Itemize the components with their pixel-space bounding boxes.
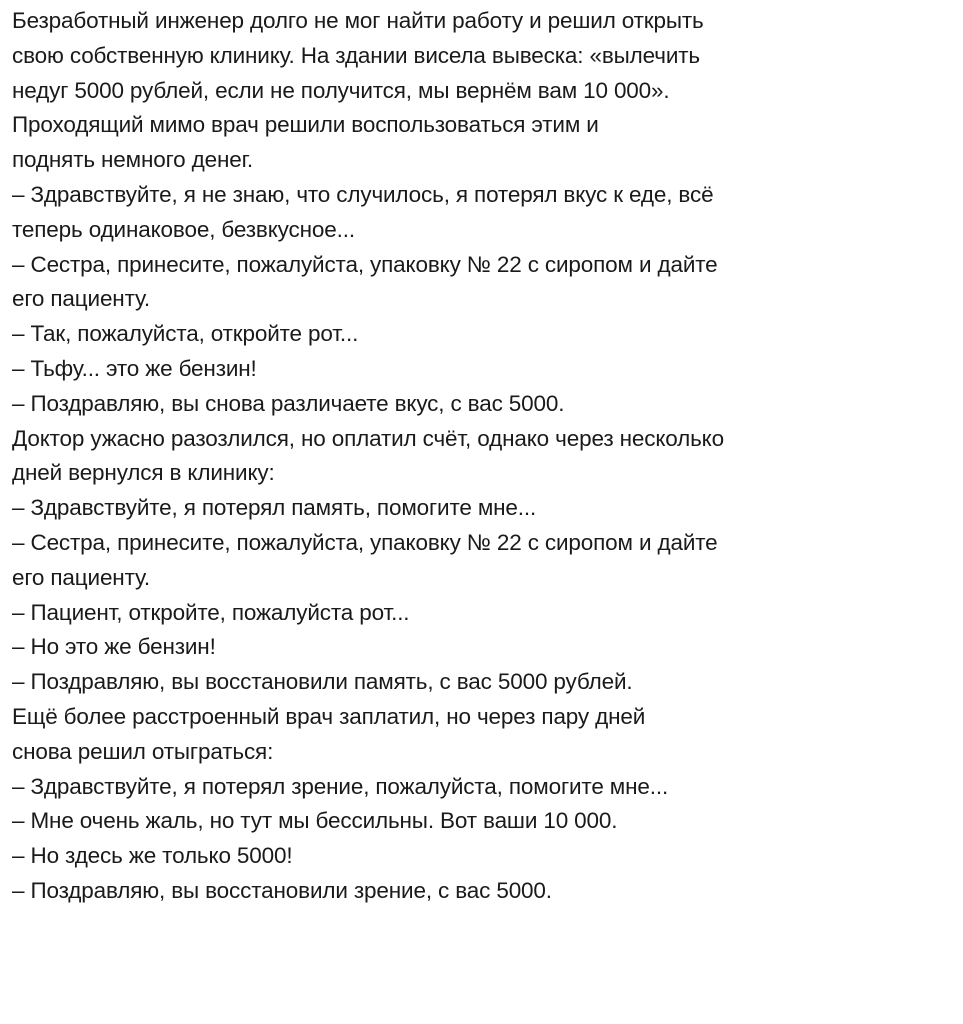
text-line: – Сестра, принесите, пожалуйста, упаковку № 22 с сиропом и дайте bbox=[12, 529, 718, 555]
text-line: – Здравствуйте, я потерял зрение, пожалуйста, помогите мне... bbox=[12, 773, 669, 799]
text-line: – Поздравляю, вы восстановили зрение, с вас 5000. bbox=[12, 877, 552, 903]
text-line: – Мне очень жаль, но тут мы бессильны. Вот ваши 10 000. bbox=[12, 808, 618, 834]
text-line: – Пациент, откройте, пожалуйста рот... bbox=[12, 599, 410, 625]
text-line: Проходящий мимо врач решили воспользоваться этим и bbox=[12, 112, 599, 138]
text-line: поднять немного денег. bbox=[12, 147, 254, 173]
text-line: – Сестра, принесите, пожалуйста, упаковку № 22 с сиропом и дайте bbox=[12, 251, 718, 277]
text-line: теперь одинаковое, безвкусное... bbox=[12, 216, 355, 242]
text-line: Ещё более расстроенный врач заплатил, но через пару дней bbox=[12, 703, 646, 729]
text-line: – Тьфу... это же бензин! bbox=[12, 355, 257, 381]
text-line: – Здравствуйте, я потерял память, помогите мне... bbox=[12, 495, 537, 521]
text-line: недуг 5000 рублей, если не получится, мы вернём вам 10 000». bbox=[12, 77, 670, 103]
text-line: его пациенту. bbox=[12, 286, 150, 312]
text-line: снова решил отыграться: bbox=[12, 738, 274, 764]
text-line: дней вернулся в клинику: bbox=[12, 460, 275, 486]
text-line: – Но это же бензин! bbox=[12, 634, 216, 660]
text-line: – Здравствуйте, я не знаю, что случилось, я потерял вкус к еде, всё bbox=[12, 181, 714, 207]
text-line: свою собственную клинику. На здании висела вывеска: «вылечить bbox=[12, 42, 700, 68]
joke-text-block bbox=[12, 4, 957, 909]
text-line: – Поздравляю, вы восстановили память, с вас 5000 рублей. bbox=[12, 669, 633, 695]
text-line: Безработный инженер долго не мог найти работу и решил открыть bbox=[12, 8, 704, 33]
text-line: – Так, пожалуйста, откройте рот... bbox=[12, 321, 359, 347]
text-line: его пациенту. bbox=[12, 564, 150, 590]
text-line: Доктор ужасно разозлился, но оплатил счёт, однако через несколько bbox=[12, 425, 724, 451]
text-line: – Но здесь же только 5000! bbox=[12, 843, 293, 869]
text-line: – Поздравляю, вы снова различаете вкус, с вас 5000. bbox=[12, 390, 565, 416]
